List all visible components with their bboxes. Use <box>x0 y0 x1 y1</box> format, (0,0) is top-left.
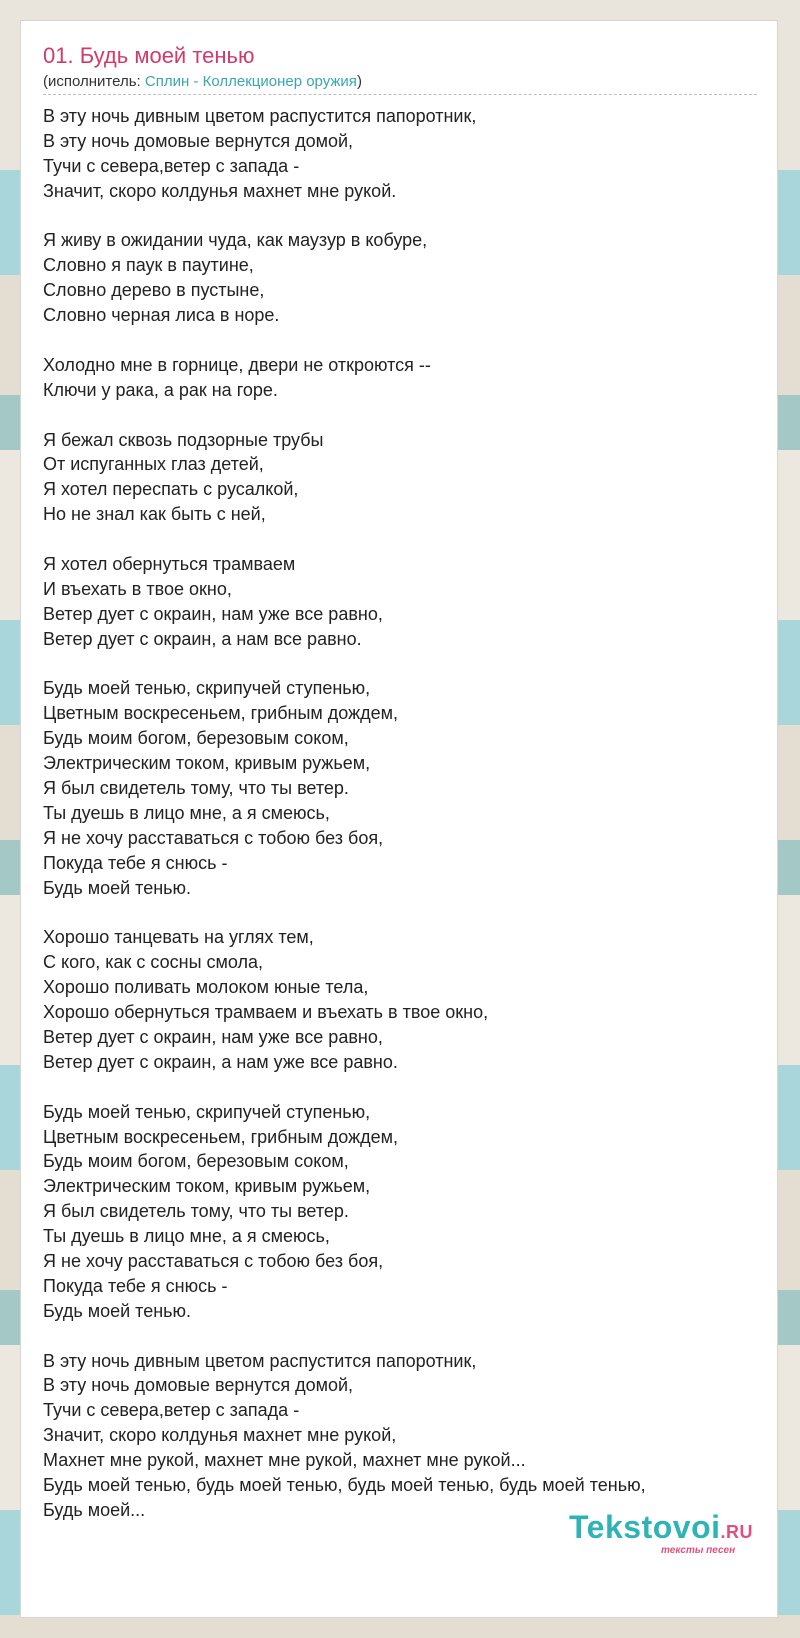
logo-wordmark <box>569 1509 753 1546</box>
lyric-line: Ветер дует с окраин, а нам уже все равно. <box>43 1051 398 1072</box>
song-title: 01. Будь моей тенью <box>43 43 255 68</box>
lyric-line: От испуганных глаз детей, <box>43 454 264 475</box>
lyric-line: Словно я паук в паутине, <box>43 255 254 276</box>
lyric-line: Электрическим током, кривым ружьем, <box>43 1176 371 1197</box>
lyric-line: В эту ночь домовые вернутся домой, <box>43 1375 354 1396</box>
lyrics-card <box>20 20 778 1618</box>
lyric-line: Холодно мне в горнице, двери не откроются -- <box>43 354 431 375</box>
lyric-line: Хорошо поливать молоком юные тела, <box>43 977 369 998</box>
lyric-line: Я бежал сквозь подзорные трубы <box>43 429 324 450</box>
lyric-line: В эту ночь домовые вернутся домой, <box>43 130 354 151</box>
lyric-line: Я не хочу расставаться с тобою без боя, <box>43 827 384 848</box>
lyric-line: Цветным воскресеньем, грибным дождем, <box>43 1126 399 1147</box>
lyric-line: Словно черная лиса в норе. <box>43 305 280 326</box>
lyric-line: В эту ночь дивным цветом распустится папоротник, <box>43 1350 477 1371</box>
lyric-line: Ключи у рака, а рак на горе. <box>43 379 278 400</box>
lyric-line: Я был свидетель тому, что ты ветер. <box>43 778 349 799</box>
lyric-line: И въехать в твое окно, <box>43 578 232 599</box>
site-logo[interactable] <box>569 1509 779 1559</box>
link-separator: - <box>189 73 203 90</box>
lyric-line: Будь моей тенью. <box>43 1300 192 1321</box>
lyric-line: Хорошо обернуться трамваем и въехать в твое окно, <box>43 1002 489 1023</box>
lyric-line: Покуда тебе я снюсь - <box>43 1275 228 1296</box>
logo-name: Tekstovoi <box>569 1509 721 1545</box>
lyric-line: Будь моим богом, березовым соком, <box>43 1151 349 1172</box>
lyric-line: Тучи с севера,ветер с запада - <box>43 155 300 176</box>
lyric-line: Я живу в ожидании чуда, как маузур в кобуре, <box>43 230 428 251</box>
lyric-line: Будь моим богом, березовым соком, <box>43 728 349 749</box>
artist-link[interactable]: Сплин <box>144 73 190 90</box>
lyric-line: Будь моей... <box>43 1499 146 1520</box>
lyric-line: Значит, скоро колдунья махнет мне рукой, <box>43 1425 397 1446</box>
stanza-break <box>43 652 753 677</box>
lyric-line: Хорошо танцевать на углях тем, <box>43 927 314 948</box>
stanza-break <box>43 403 753 428</box>
performer-line <box>43 73 757 95</box>
lyric-line: Словно дерево в пустыне, <box>43 280 265 301</box>
lyric-line: Будь моей тенью, будь моей тенью, будь моей тенью, будь моей тенью, <box>43 1474 646 1495</box>
lyric-line: Махнет мне рукой, махнет мне рукой, махнет мне рукой... <box>43 1450 526 1471</box>
performer-suffix: ) <box>356 73 362 90</box>
lyric-line: Ветер дует с окраин, нам уже все равно, <box>43 1026 383 1047</box>
lyric-line: Ты дуешь в лицо мне, а я смеюсь, <box>43 1226 330 1247</box>
logo-tld: .RU <box>720 1522 753 1542</box>
lyric-line: Значит, скоро колдунья махнет мне рукой. <box>43 180 397 201</box>
lyric-line: Покуда тебе я снюсь - <box>43 852 228 873</box>
performer-prefix: (исполнитель: <box>43 73 145 90</box>
stanza-break <box>43 1075 753 1100</box>
lyric-line: Цветным воскресеньем, грибным дождем, <box>43 703 399 724</box>
album-link[interactable]: Коллекционер оружия <box>202 73 357 90</box>
lyric-line: Я не хочу расставаться с тобою без боя, <box>43 1250 384 1271</box>
lyric-line: Я был свидетель тому, что ты ветер. <box>43 1201 349 1222</box>
lyric-line: Электрическим током, кривым ружьем, <box>43 753 371 774</box>
stanza-break <box>43 1324 753 1349</box>
logo-tagline: тексты песен <box>661 1545 736 1556</box>
lyric-line: Тучи с севера,ветер с запада - <box>43 1400 300 1421</box>
stanza-break <box>43 328 753 353</box>
lyric-line: С кого, как с сосны смола, <box>43 952 264 973</box>
lyric-line: Ты дуешь в лицо мне, а я смеюсь, <box>43 802 330 823</box>
lyric-line: В эту ночь дивным цветом распустится папоротник, <box>43 106 477 126</box>
lyric-line: Ветер дует с окраин, а нам все равно. <box>43 628 362 649</box>
stanza-break <box>43 527 753 552</box>
lyric-line: Будь моей тенью. <box>43 877 192 898</box>
lyric-line: Я хотел обернуться трамваем <box>43 554 296 575</box>
stanza-break <box>43 901 753 926</box>
lyric-line: Я хотел переспать с русалкой, <box>43 479 299 500</box>
lyric-line: Но не знал как быть с ней, <box>43 504 266 525</box>
lyric-line: Будь моей тенью, скрипучей ступенью, <box>43 1101 371 1122</box>
lyrics-text <box>43 104 753 1523</box>
lyric-line: Ветер дует с окраин, нам уже все равно, <box>43 603 383 624</box>
lyric-line: Будь моей тенью, скрипучей ступенью, <box>43 678 371 699</box>
stanza-break <box>43 204 753 229</box>
